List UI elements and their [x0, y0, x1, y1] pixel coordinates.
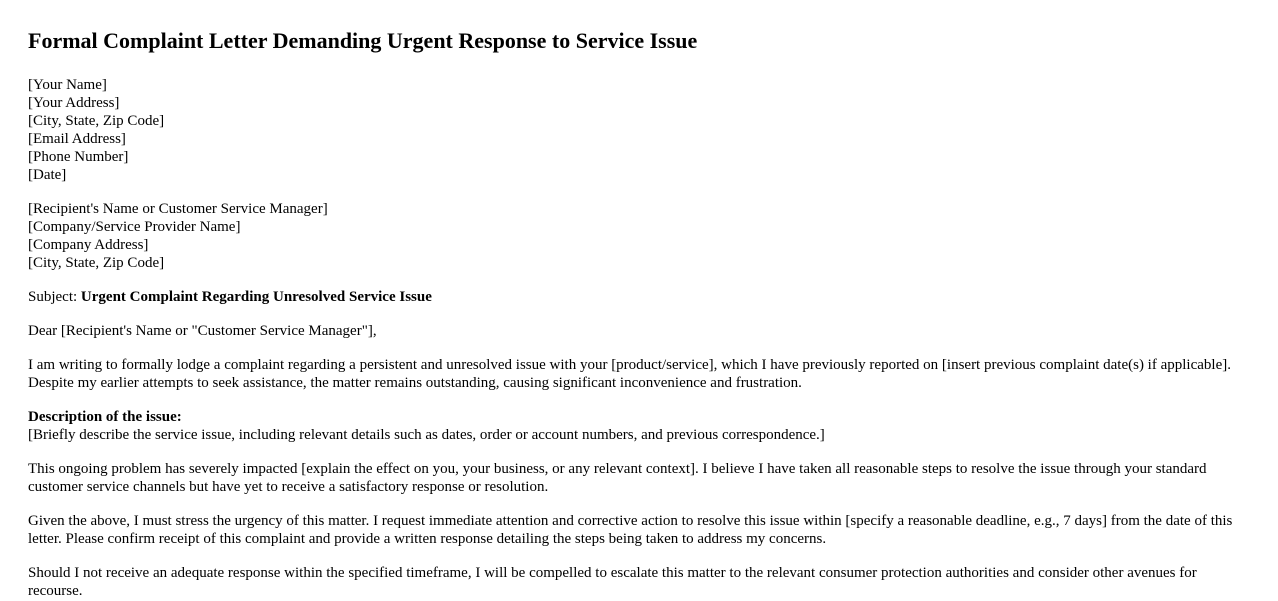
subject-text: Urgent Complaint Regarding Unresolved Service Issue	[80, 289, 432, 305]
sender-email: [Email Address]	[28, 131, 126, 147]
sender-address-block	[28, 76, 1250, 184]
subject-label: Subject:	[28, 289, 81, 305]
sender-phone: [Phone Number]	[28, 149, 129, 165]
recipient-address-block	[28, 200, 1250, 272]
escalation-paragraph: Should I not receive an adequate response within the specified timeframe, I will be compelled to escalate this matter to the relevant consumer protection authorities and consider other avenues for recourse.	[28, 565, 1197, 599]
description-section	[28, 408, 1250, 444]
description-heading: Description of the issue:	[28, 409, 182, 425]
recipient-company: [Company/Service Provider Name]	[28, 219, 241, 235]
urgency-paragraph: Given the above, I must stress the urgency of this matter. I request immediate attention and corrective action to resolve this issue within [specify a reasonable deadline, e.g., 7 days] from the date of this letter. Please confirm receipt of this complaint and provide a written response detailing the steps being taken to address my concerns.	[28, 513, 1233, 547]
sender-address: [Your Address]	[28, 95, 120, 111]
sender-city-state-zip: [City, State, Zip Code]	[28, 113, 165, 129]
subject-line	[28, 288, 1250, 306]
recipient-name: [Recipient's Name or Customer Service Manager]	[28, 201, 328, 217]
letter-date: [Date]	[28, 167, 67, 183]
recipient-company-address: [Company Address]	[28, 237, 149, 253]
intro-paragraph: I am writing to formally lodge a complaint regarding a persistent and unresolved issue with your [product/service], which I have previously reported on [insert previous complaint date(s) if applicable]. Despite my earlier attempts to seek assistance, the matter remains outstanding, causing significant inconvenience and frustration.	[28, 357, 1231, 391]
recipient-city-state-zip: [City, State, Zip Code]	[28, 255, 165, 271]
page-title: Formal Complaint Letter Demanding Urgent Response to Service Issue	[28, 28, 698, 53]
description-text: [Briefly describe the service issue, including relevant details such as dates, order or account numbers, and previous correspondence.]	[28, 427, 825, 443]
salutation: Dear [Recipient's Name or "Customer Service Manager"],	[28, 323, 377, 339]
impact-paragraph: This ongoing problem has severely impacted [explain the effect on you, your business, or any relevant context]. I believe I have taken all reasonable steps to resolve the issue through your standard customer service channels but have yet to receive a satisfactory response or resolution.	[28, 461, 1207, 495]
sender-name: [Your Name]	[28, 77, 107, 93]
